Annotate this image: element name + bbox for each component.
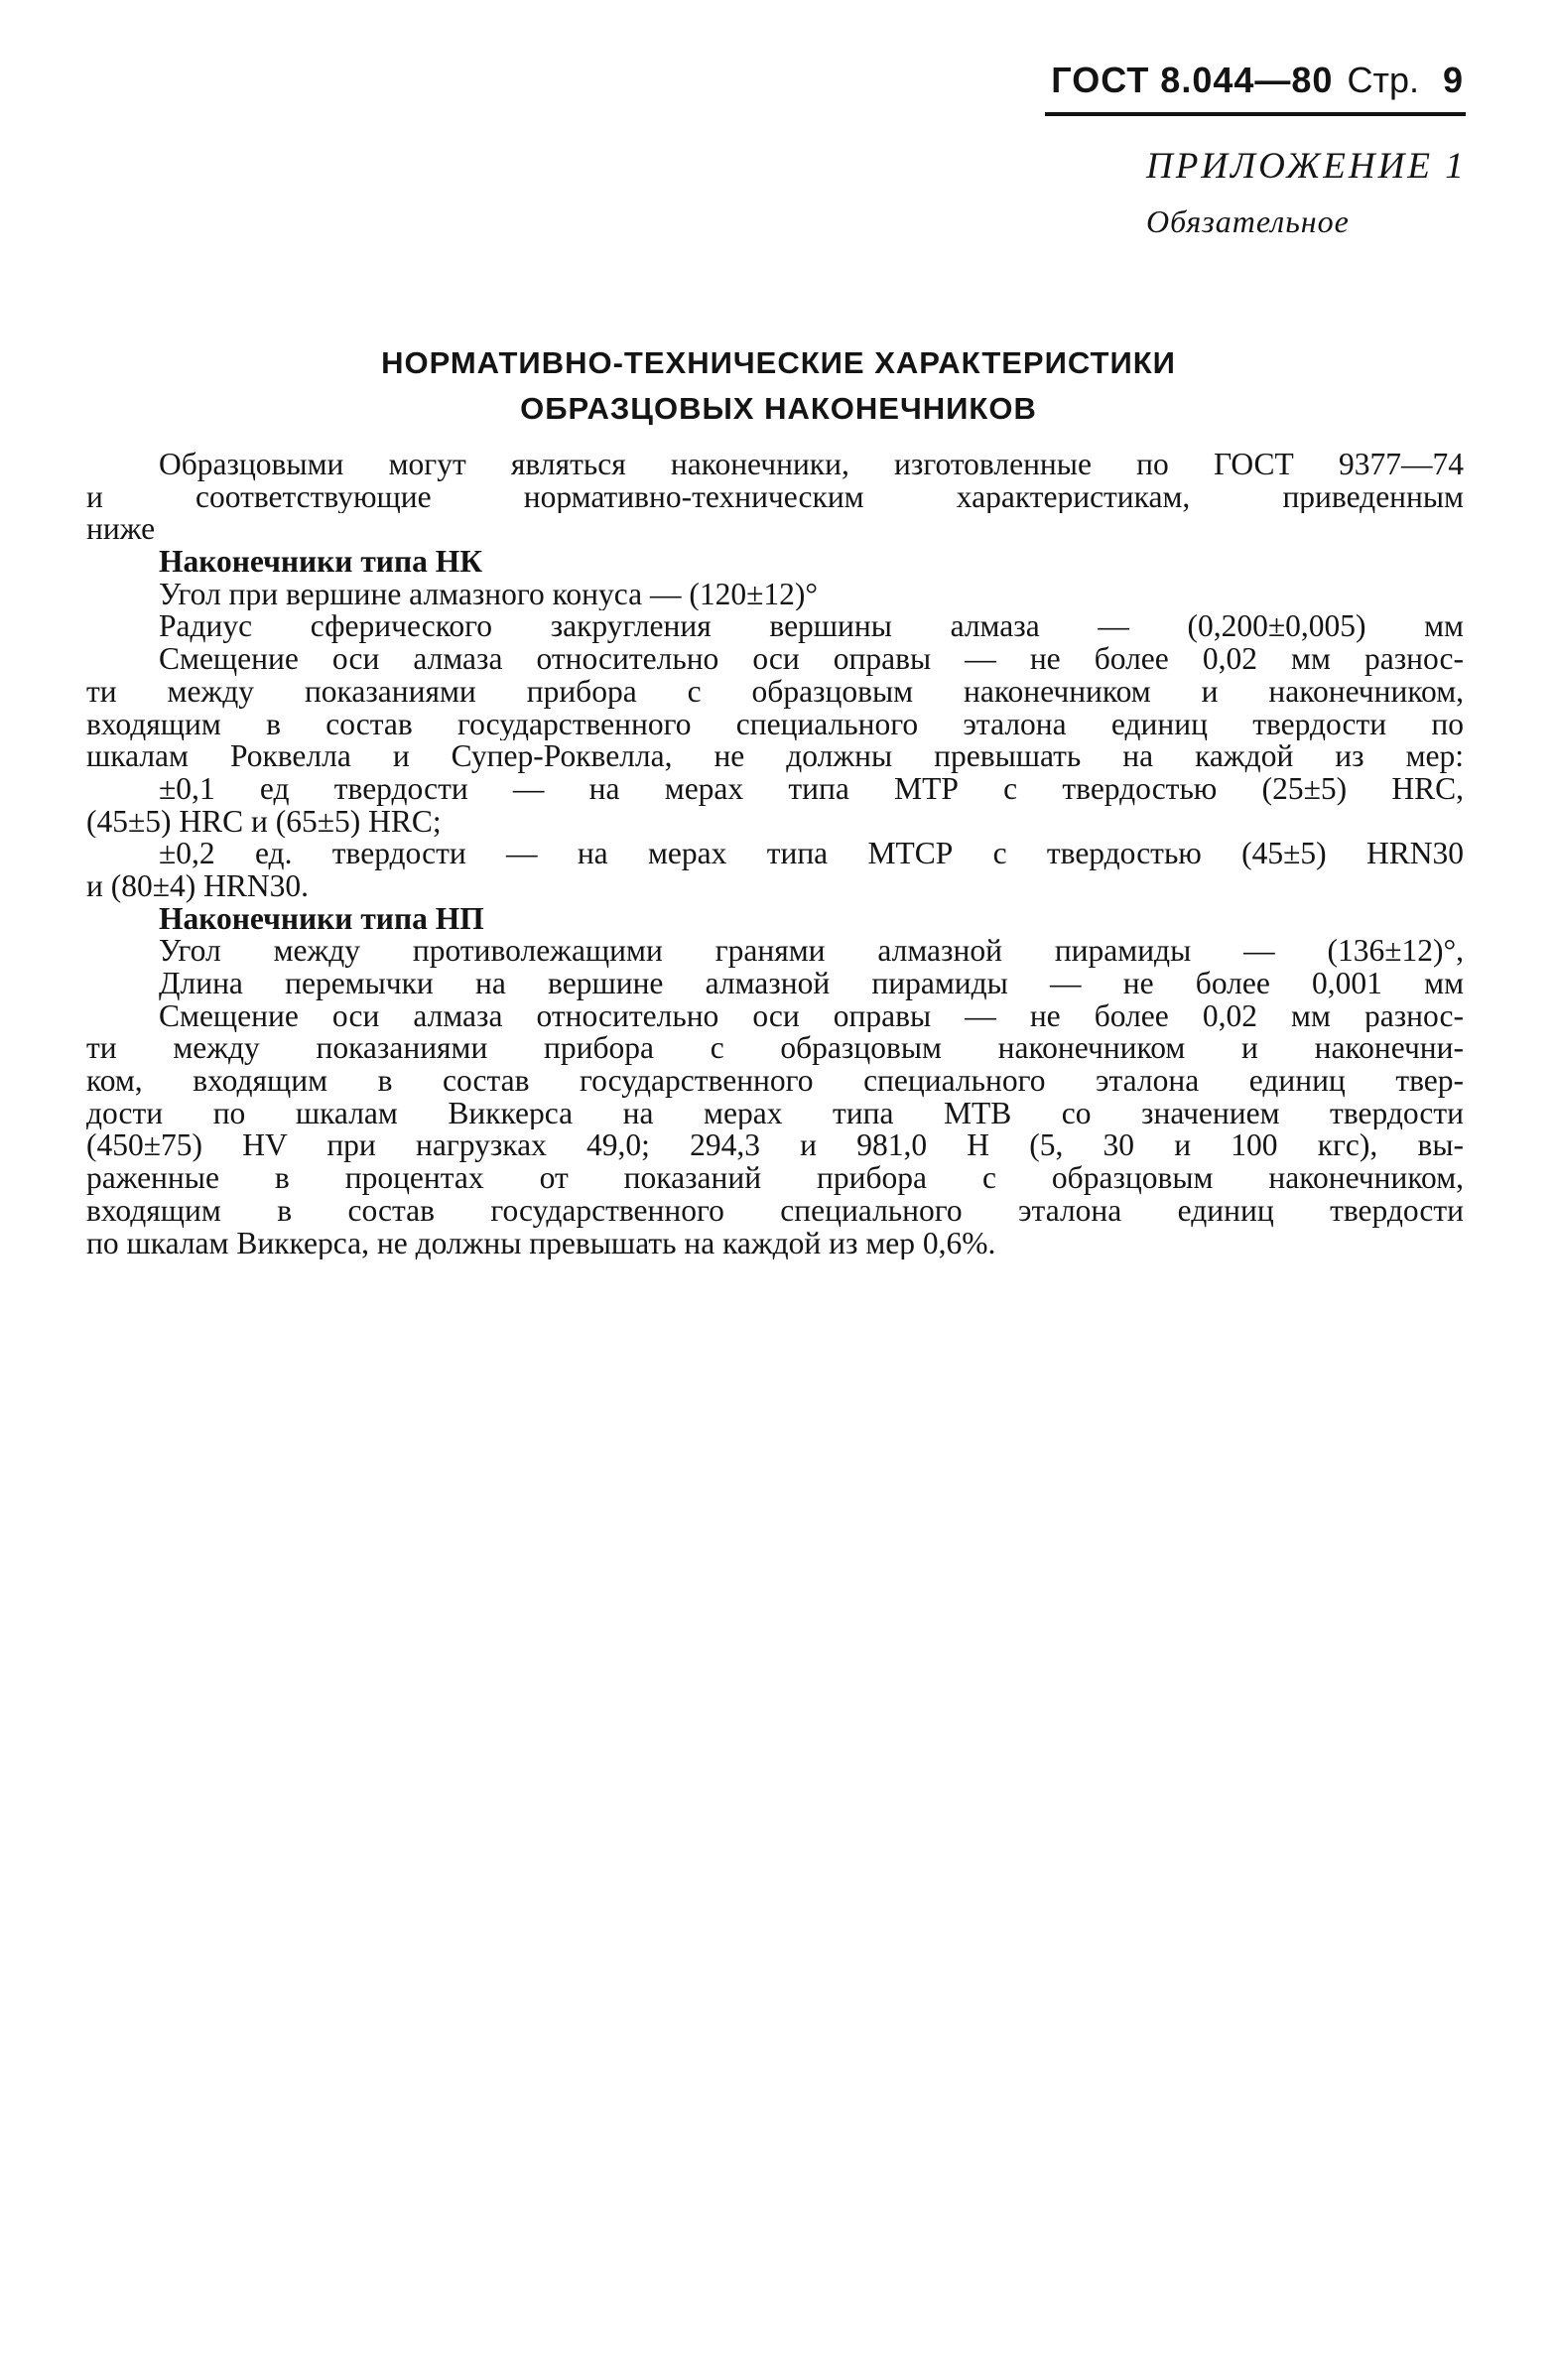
section-heading-line-1: НОРМАТИВНО-ТЕХНИЧЕСКИЕ ХАРАКТЕРИСТИКИ xyxy=(381,345,1176,380)
header-rule xyxy=(1045,112,1466,116)
text-line: Угол при вершине алмазного конуса — (120±12)° xyxy=(159,578,818,611)
text-line: ниже xyxy=(86,513,156,547)
page-label: Стр. xyxy=(1347,60,1419,100)
text-line: дости по шкалам Виккерса на мерах типа МТВ со значением твердости xyxy=(86,1097,1464,1130)
text-line: и соответствующие нормативно-техническим характеристикам, приведенным xyxy=(86,480,1464,514)
text-line: Смещение оси алмаза относительно оси оправы — не более 0,02 мм разнос- xyxy=(159,999,1464,1033)
text-line: Угол между противолежащими гранями алмазной пирамиды — (136±12)°, xyxy=(159,935,1464,968)
appendix-title: ПРИЛОЖЕНИЕ 1 xyxy=(1146,146,1467,187)
text-line: по шкалам Виккерса, не должны превышать на каждой из мер 0,6%. xyxy=(86,1227,996,1260)
subsection-heading-nk: Наконечники типа НК xyxy=(159,546,483,579)
text-line: ±0,1 ед твердости — на мерах типа МТР с твердостью (25±5) HRC, xyxy=(159,772,1464,806)
standard-number: ГОСТ 8.044—80 xyxy=(1051,60,1334,100)
text-line: ком, входящим в состав государственного специального эталона единиц твер- xyxy=(86,1065,1464,1098)
subsection-heading-np: Наконечники типа НП xyxy=(159,902,484,936)
text-line: раженные в процентах от показаний прибора с образцовым наконечником, xyxy=(86,1162,1464,1195)
text-line: ±0,2 ед. твердости — на мерах типа МТСР с твердостью (45±5) HRN30 xyxy=(159,838,1464,870)
text-line: Длина перемычки на вершине алмазной пирамиды — не более 0,001 мм xyxy=(159,968,1464,1000)
text-line: шкалам Роквелла и Супер-Роквелла, не должны превышать на каждой из мер: xyxy=(86,740,1464,773)
section-heading-line-2: ОБРАЗЦОВЫХ НАКОНЕЧНИКОВ xyxy=(520,391,1037,426)
text-line: (450±75) HV при нагрузках 49,0; 294,3 и 981,0 Н (5, 30 и 100 кгс), вы- xyxy=(86,1129,1464,1163)
text-line: Образцовыми могут являться наконечники, изготовленные по ГОСТ 9377—74 xyxy=(159,449,1464,481)
text-line: (45±5) HRC и (65±5) HRC; xyxy=(86,805,442,839)
body-text xyxy=(86,449,1464,1259)
text-line: входящим в состав государственного специального эталона единиц твердости по xyxy=(86,708,1464,741)
text-line: ти между показаниями прибора с образцовым наконечником и наконечни- xyxy=(86,1032,1464,1066)
text-line: Радиус сферического закругления вершины алмаза — (0,200±0,005) мм xyxy=(159,610,1464,644)
text-line: ти между показаниями прибора с образцовым наконечником и наконечником, xyxy=(86,675,1464,709)
appendix-status: Обязательное xyxy=(1146,203,1350,239)
text-line: и (80±4) HRN30. xyxy=(86,869,310,903)
text-line: Смещение оси алмаза относительно оси оправы — не более 0,02 мм разнос- xyxy=(159,643,1464,676)
page-header xyxy=(1051,60,1463,101)
page-number: 9 xyxy=(1442,60,1463,100)
text-line: входящим в состав государственного специального эталона единиц твердости xyxy=(86,1194,1464,1228)
